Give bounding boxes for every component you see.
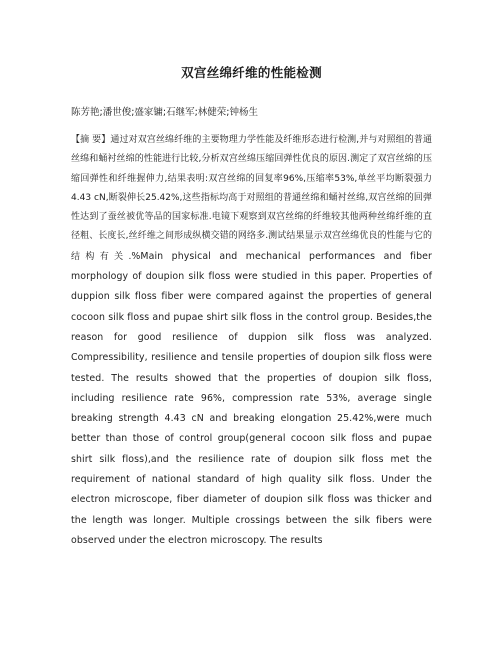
abstract-label: 【摘 要】	[71, 135, 111, 145]
abstract	[71, 131, 432, 551]
abstract-chinese: 通过对双宫丝绵纤维的主要物理力学性能及纤维形态进行检测,并与对照组的普通丝绵和蛹衬丝绵的性能进行比较,分析双宫丝绵压缩回弹性优良的原因.测定了双宫丝绵的压缩回弹性和纤维握伸力,结果表明:双宫丝绵的回复率96%,压缩率53%,单丝平均断裂强力4.43 cN,断裂伸长25.42%,这些指标均高于对照组的普通丝绵和蛹衬丝绵,双宫丝绵的回弹性达到了蚕丝被优等品的国家标准.电镜下观察到双宫丝绵的纤维较其他两种丝绵纤维的直径粗、长度长,丝纤维之间形成纵横交错的网络多.测试结果显示双宫丝绵优良的性能与它的结构有关.	[71, 135, 432, 262]
abstract-english: %Main physical and mechanical performances and fiber morphology of doupion silk floss were studied in this paper. Properties of duppion silk floss fiber were compared against the properties of general cocoon silk floss and pupae shirt silk floss in the control group. Besides,the reason for good resilience of duppion silk floss was analyzed. Compressibility, resilience and tensile properties of doupion silk floss were tested. The results showed that the properties of doupion silk floss, including resilience rate 96%, compression rate 53%, average single breaking strength 4.43 cN and breaking elongation 25.42%,were much better than those of control group(general cocoon silk floss and pupae shirt silk floss),and the resilience rate of doupion silk floss met the requirement of national standard of high quality silk floss. Under the electron microscope, fiber diameter of doupion silk floss was thicker and the length was longer. Multiple crossings between the silk fibers were observed under the electron microscopy. The results	[71, 250, 432, 546]
paper-title: 双宫丝绵纤维的性能检测	[181, 65, 322, 80]
author-list: 陈芳艳;潘世俊;盛家镛;石继军;林健荣;钟杨生	[71, 107, 259, 118]
